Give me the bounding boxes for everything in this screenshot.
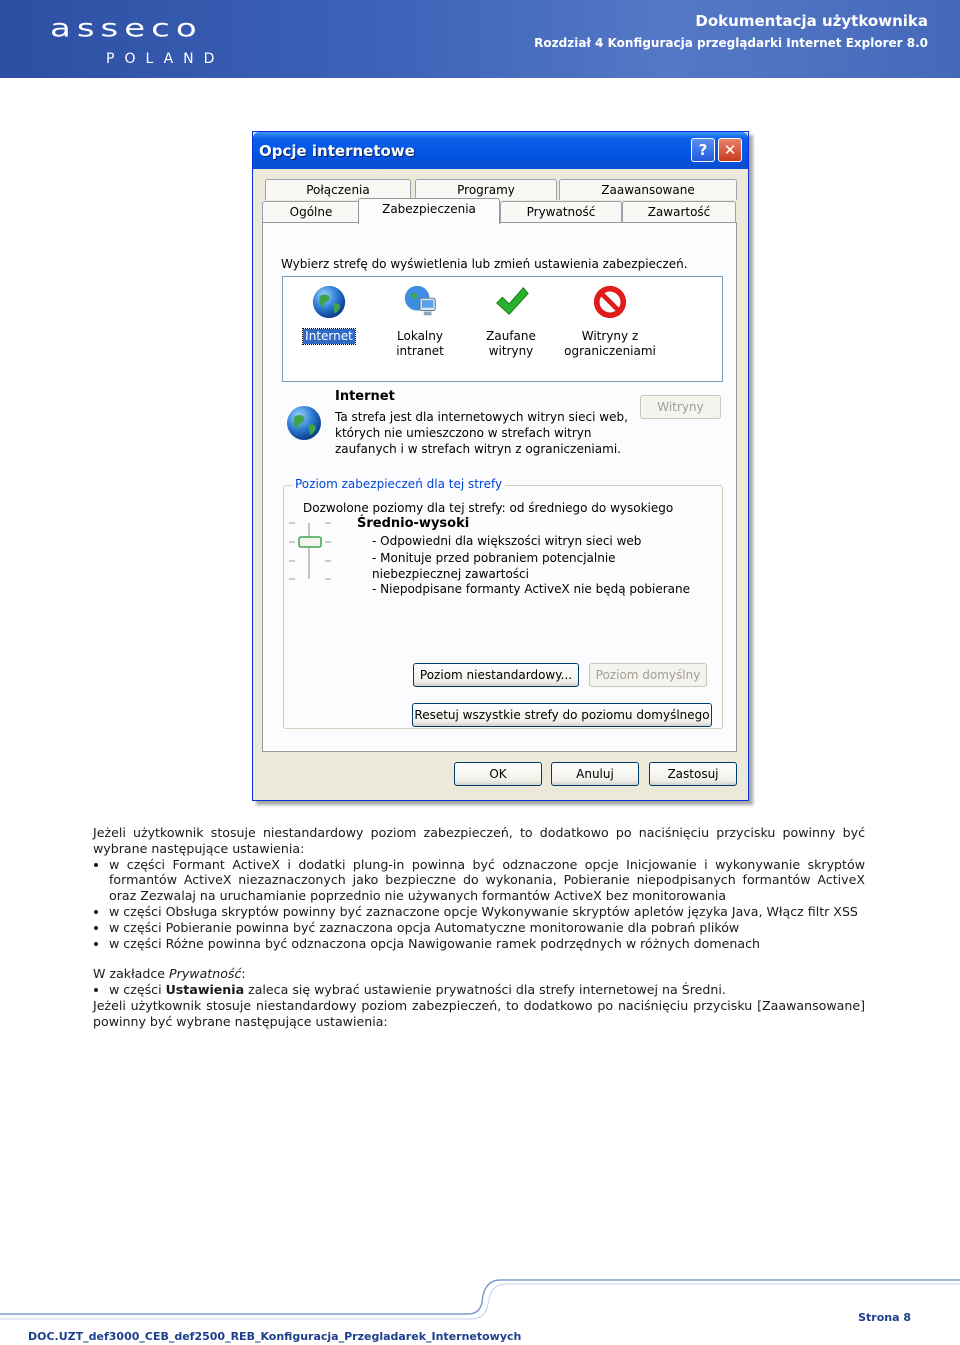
tab-ogolne[interactable]: Ogólne xyxy=(262,201,360,222)
zone-trusted-sites[interactable] xyxy=(465,277,557,359)
document-id: DOC.UZT_def3000_CEB_def2500_REB_Konfiguracja_Przegladarek_Internetowych xyxy=(28,1330,522,1343)
level-point: - Monituje przed pobraniem potencjalnie niebezpiecznej zawartości xyxy=(372,551,616,581)
zone-internet[interactable] xyxy=(283,277,375,344)
restricted-icon xyxy=(591,283,629,321)
dialog-title: Opcje internetowe xyxy=(259,142,415,160)
checkmark-icon xyxy=(492,283,530,321)
zone-list xyxy=(282,276,723,382)
asseco-logo xyxy=(50,14,260,68)
page-number: Strona 8 xyxy=(858,1311,911,1324)
level-point: - Odpowiedni dla większości witryn sieci web xyxy=(372,534,642,548)
tab-prywatnosc[interactable]: Prywatność xyxy=(500,201,622,222)
internet-options-dialog xyxy=(252,131,749,801)
apply-button[interactable]: Zastosuj xyxy=(649,762,737,786)
zone-local-intranet[interactable] xyxy=(374,277,466,359)
list-item: • w części Obsługa skryptów powinny być zaznaczone opcje Wykonywanie skryptów apletów języka Java, Włącz filtr XSS xyxy=(109,904,865,920)
security-level-name: Średnio-wysoki xyxy=(357,516,470,531)
tab-zawartosc[interactable]: Zawartość xyxy=(622,201,736,222)
ok-button[interactable]: OK xyxy=(454,762,542,786)
privacy-tab-suffix: : xyxy=(241,966,246,982)
intro-paragraph: Jeżeli użytkownik stosuje niestandardowy poziom zabezpieczeń, to dodatkowo po naciśnięciu przycisku powinny być wybrane następujące ustawienia: xyxy=(93,825,865,856)
page-header xyxy=(0,0,960,78)
privacy-tab-name: Prywatność xyxy=(169,966,242,982)
logo-wordmark: asseco xyxy=(50,14,203,43)
default-level-button[interactable]: Poziom domyślny xyxy=(589,663,707,687)
zone-label: Lokalny intranet xyxy=(396,329,444,358)
list-item-text: w części xyxy=(109,982,166,998)
list-item: • w części Formant ActiveX i dodatki plung-in powinna być odznaczone opcje Inicjowanie i wykonywanie skryptów formantów ActiveX niezaznaczonych jako bezpieczne do wykonania, Pobieranie niepodpisanych formantów ActiveX oraz Zezwalaj na uruchamianie poprzednio nie używanych formantów ActiveX bez monitorowania xyxy=(109,857,865,904)
security-level-group xyxy=(283,477,723,729)
reset-all-zones-button[interactable]: Resetuj wszystkie strefy do poziomu domyślnego xyxy=(412,703,712,727)
custom-level-button[interactable]: Poziom niestandardowy... xyxy=(413,663,579,687)
zone-label: Internet xyxy=(305,329,353,343)
tab-polaczenia[interactable]: Połączenia xyxy=(265,179,411,200)
list-item: • w części Różne powinna być odznaczona opcja Nawigowanie ramek podrzędnych w różnych domenach xyxy=(109,936,865,952)
zone-description: Ta strefa jest dla internetowych witryn sieci web, których nie umieszczono w strefach witryn zaufanych i w strefach witryn z ograniczeniami. xyxy=(335,410,628,456)
settings-list xyxy=(93,857,865,952)
list-item-bold: Ustawienia xyxy=(165,982,245,998)
zone-label: Witryny z ograniczeniami xyxy=(564,329,656,358)
zone-restricted-sites[interactable] xyxy=(555,277,665,359)
help-button[interactable]: ? xyxy=(691,138,715,162)
globe-icon xyxy=(284,403,324,443)
sites-button[interactable]: Witryny xyxy=(640,395,721,419)
tab-programy[interactable]: Programy xyxy=(415,179,557,200)
privacy-list xyxy=(93,982,865,998)
intranet-icon xyxy=(401,283,439,321)
cancel-button[interactable]: Anuluj xyxy=(551,762,639,786)
allowed-levels: Dozwolone poziomy dla tej strefy: od średniego do wysokiego xyxy=(303,501,674,515)
document-body xyxy=(93,825,865,1030)
outro-paragraph: Jeżeli użytkownik stosuje niestandardowy poziom zabezpieczeń, to dodatkowo po naciśnięciu przycisku [Zaawansowane] powinny być wybrane następujące ustawienia: xyxy=(93,997,865,1029)
security-tab-panel xyxy=(262,222,737,752)
zone-label: Zaufane witryny xyxy=(486,329,536,358)
globe-icon xyxy=(310,283,348,321)
tab-zabezpieczenia[interactable]: Zabezpieczenia xyxy=(358,198,500,224)
dialog-titlebar xyxy=(253,132,748,169)
close-button[interactable]: ✕ xyxy=(718,138,742,162)
chapter-title: Rozdział 4 Konfiguracja przeglądarki Internet Explorer 8.0 xyxy=(534,36,928,50)
zone-prompt: Wybierz strefę do wyświetlenia lub zmień ustawienia zabezpieczeń. xyxy=(281,257,688,271)
security-level-slider[interactable] xyxy=(287,519,347,583)
document-title: Dokumentacja użytkownika xyxy=(695,12,928,30)
privacy-tab-line xyxy=(93,966,865,982)
list-item-text: zaleca się wybrać ustawienie prywatności dla strefy internetowej na Średni. xyxy=(244,982,726,998)
level-point: - Niepodpisane formanty ActiveX nie będą pobierane xyxy=(372,582,690,596)
logo-subtitle: POLAND xyxy=(106,51,225,67)
group-title: Poziom zabezpieczeń dla tej strefy xyxy=(292,477,505,491)
zone-name: Internet xyxy=(335,389,395,404)
tab-zaawansowane[interactable]: Zaawansowane xyxy=(559,179,737,200)
privacy-tab-prefix: W zakładce xyxy=(93,966,170,982)
list-item: • w części Pobieranie powinna być zaznaczona opcja Automatyczne monitorowanie dla pobrań plików xyxy=(109,920,865,936)
list-item xyxy=(109,982,865,998)
